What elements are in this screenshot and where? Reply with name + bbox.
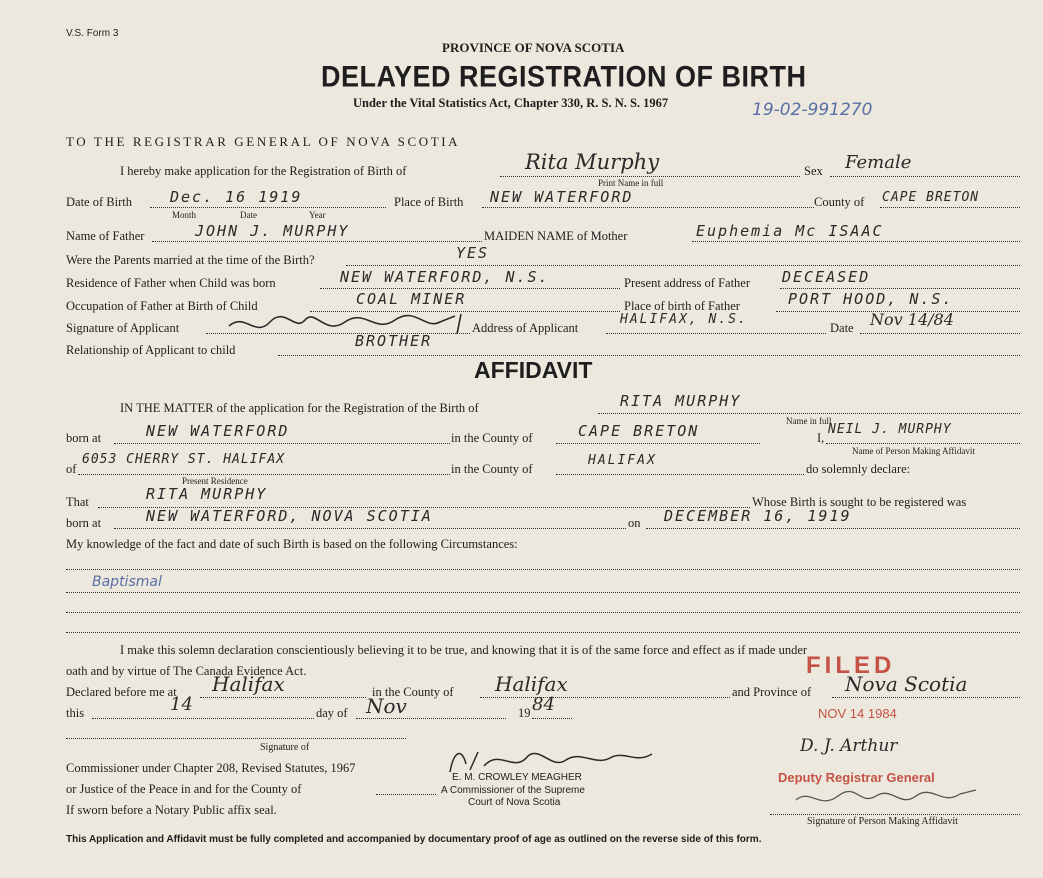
label-day-of: day of	[316, 706, 348, 720]
label-born-at2: born at	[66, 516, 102, 530]
label-present-res: Present Residence	[182, 476, 248, 486]
commissioner-line-3: If sworn before a Notary Public affix seal.	[66, 803, 277, 817]
mother-value: Euphemia Mc ISAAC	[696, 222, 884, 240]
label-person-making: Name of Person Making Affidavit	[852, 446, 975, 456]
label-this: this	[66, 706, 85, 720]
label-year: Year	[309, 210, 326, 220]
label-county: County of	[814, 195, 865, 209]
label-month: Month	[172, 210, 197, 220]
declaration-line-1: I make this solemn declaration conscientiously believing it to be true, and knowing that it is of the same force and effect as if made under	[120, 643, 808, 657]
label-declared: Declared before me at	[66, 685, 177, 699]
label-occupation: Occupation of Father at Birth of Child	[66, 299, 258, 313]
addr-applicant-value: HALIFAX, N.S.	[620, 312, 748, 327]
place-value: NEW WATERFORD	[490, 188, 634, 206]
deputy-initials: D. J. Arthur	[800, 736, 898, 756]
filed-stamp: FILED	[806, 652, 896, 679]
filed-date-stamp: NOV 14 1984	[818, 706, 897, 721]
applicant-signature	[225, 308, 470, 340]
commissioner-line-1: Commissioner under Chapter 208, Revised Statutes, 1967	[66, 761, 356, 775]
county2-value: HALIFAX	[588, 453, 657, 468]
label-county3: in the County of	[372, 685, 454, 699]
label-county2: in the County of	[451, 462, 533, 476]
day-value: 14	[170, 694, 193, 715]
present-value: DECEASED	[782, 268, 871, 286]
circumstance-value: Baptismal	[92, 574, 162, 590]
form-id: V.S. Form 3	[66, 28, 119, 39]
label-declare: do solemnly declare:	[806, 462, 911, 476]
deputy-registrar-stamp: Deputy Registrar General	[778, 770, 935, 785]
affidavit-heading: AFFIDAVIT	[474, 357, 593, 383]
label-print-name: Print Name in full	[598, 178, 664, 188]
footer-note: This Application and Affidavit must be fully completed and accompanied by documentary proof of age as outlined on the reverse side of this form.	[66, 834, 762, 845]
stamp-commissioner-court: Court of Nova Scotia	[468, 797, 561, 808]
label-present: Present address of Father	[624, 276, 751, 290]
to-registrar: TO THE REGISTRAR GENERAL OF NOVA SCOTIA	[66, 134, 461, 149]
label-whose: Whose Birth is sought to be registered was	[752, 495, 967, 509]
born-at-value: NEW WATERFORD	[146, 422, 290, 440]
dob-value: Dec. 16 1919	[170, 188, 303, 206]
year-prefix: 19	[518, 706, 531, 720]
father-value: JOHN J. MURPHY	[195, 222, 350, 240]
label-apply: I hereby make application for the Registration of Birth of	[120, 164, 407, 178]
deponent-signature	[790, 784, 990, 812]
sex-value: Female	[845, 152, 912, 173]
year-suffix: 84	[532, 694, 555, 715]
deponent-value: NEIL J. MURPHY	[828, 422, 952, 437]
label-on: on	[628, 516, 641, 530]
declared-at-value: Halifax	[212, 672, 285, 696]
born-at2-value: NEW WATERFORD, NOVA SCOTIA	[146, 507, 433, 525]
label-maiden: MAIDEN NAME of Mother	[484, 229, 628, 243]
that-name-value: RITA MURPHY	[146, 485, 268, 503]
affidavit-name: RITA MURPHY	[620, 392, 742, 410]
label-father: Name of Father	[66, 229, 145, 243]
province-heading: PROVINCE OF NOVA SCOTIA	[442, 40, 625, 55]
label-born-at: born at	[66, 431, 102, 445]
label-county-aff: in the County of	[451, 431, 533, 445]
county3-value: Halifax	[495, 672, 568, 696]
date-signed-value: Nov 14/84	[870, 310, 954, 329]
on-date-value: DECEMBER 16, 1919	[664, 507, 852, 525]
label-date-signed: Date	[830, 321, 854, 335]
label-province: and Province of	[732, 685, 812, 699]
label-date: Date	[240, 210, 257, 220]
father-birth-value: PORT HOOD, N.S.	[788, 290, 954, 308]
label-signature-of: Signature of	[260, 742, 310, 753]
registration-number: 19-02-991270	[752, 100, 873, 120]
county-value: CAPE BRETON	[882, 190, 980, 205]
month-value: Nov	[366, 694, 407, 718]
label-matter: IN THE MATTER of the application for the Registration of the Birth of	[120, 401, 479, 415]
label-knowledge: My knowledge of the fact and date of such Birth is based on the following Circumstances:	[66, 537, 518, 551]
label-sig-person: Signature of Person Making Affidavit	[807, 816, 958, 827]
residence-aff-value: 6053 CHERRY ST. HALIFAX	[82, 452, 286, 467]
married-value: YES	[456, 244, 490, 262]
label-addr-applicant: Address of Applicant	[472, 321, 579, 335]
declaration-line-2: oath and by virtue of The Canada Evidence Act.	[66, 664, 307, 678]
label-that: That	[66, 495, 89, 509]
label-residence: Residence of Father when Child was born	[66, 276, 276, 290]
stamp-commissioner-name: E. M. CROWLEY MEAGHER	[452, 772, 582, 783]
label-i: I,	[817, 431, 825, 445]
county-aff-value: CAPE BRETON	[578, 422, 700, 440]
label-relationship: Relationship of Applicant to child	[66, 343, 236, 357]
label-place: Place of Birth	[394, 195, 464, 209]
page-title: DELAYED REGISTRATION OF BIRTH	[321, 60, 807, 93]
label-name-full: Name in full	[786, 416, 832, 426]
child-name: Rita Murphy	[525, 150, 660, 174]
label-father-birth: Place of birth of Father	[624, 299, 740, 313]
label-sex: Sex	[804, 164, 823, 178]
commissioner-line-2: or Justice of the Peace in and for the County of	[66, 782, 302, 796]
label-dob: Date of Birth	[66, 195, 132, 209]
label-of: of	[66, 462, 77, 476]
residence-value: NEW WATERFORD, N.S.	[340, 268, 550, 286]
province-value: Nova Scotia	[845, 672, 968, 696]
relationship-value: BROTHER	[355, 332, 433, 350]
label-married: Were the Parents married at the time of the Birth?	[66, 253, 315, 267]
page-subtitle: Under the Vital Statistics Act, Chapter 330, R. S. N. S. 1967	[353, 96, 669, 110]
occupation-value: COAL MINER	[356, 290, 467, 308]
stamp-commissioner-title: A Commissioner of the Supreme	[441, 785, 585, 796]
label-sig-applicant: Signature of Applicant	[66, 321, 180, 335]
